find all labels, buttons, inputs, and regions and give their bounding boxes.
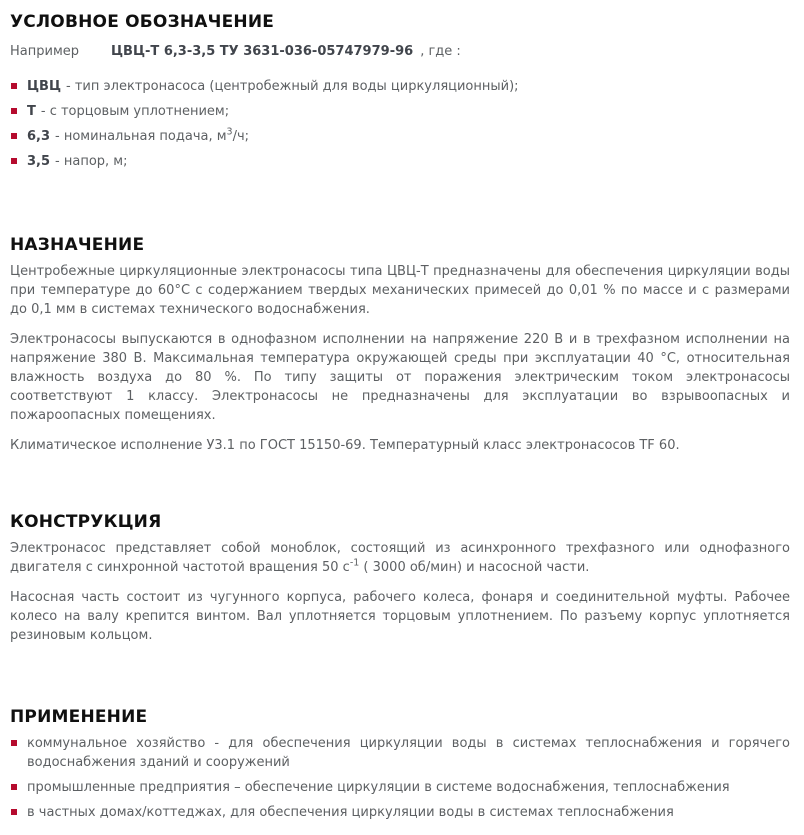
bullet-square-icon bbox=[11, 158, 17, 164]
list-item bbox=[10, 778, 790, 797]
bullet-square-icon bbox=[11, 809, 17, 815]
construction-paragraph: Насосная часть состоит из чугунного корпуса, рабочего колеса, фонаря и соединительной муфты. Рабочее колесо на валу крепится винтом. Вал уплотняется торцовым уплотнением. По разъему корпус уплотняется резиновым кольцом. bbox=[10, 590, 790, 643]
designation-term-description: - напор, м; bbox=[55, 154, 128, 169]
bullet-square-icon bbox=[11, 784, 17, 790]
designation-term-description: - с торцовым уплотнением; bbox=[40, 104, 230, 119]
designation-example-line bbox=[10, 42, 790, 61]
designation-title: УСЛОВНОЕ ОБОЗНАЧЕНИЕ bbox=[10, 12, 275, 32]
bullet-square-icon bbox=[11, 83, 17, 89]
application-title: ПРИМЕНЕНИЕ bbox=[10, 707, 148, 727]
designation-term: Т bbox=[27, 104, 36, 119]
description-text: /ч; bbox=[232, 129, 250, 144]
paragraph-text: ( 3000 об/мин) и насосной части. bbox=[359, 560, 590, 575]
list-item bbox=[10, 803, 790, 822]
bullet-square-icon bbox=[11, 740, 17, 746]
designation-term: 6,3 bbox=[27, 129, 51, 144]
designation-list bbox=[10, 77, 790, 171]
example-suffix: , где : bbox=[420, 44, 461, 59]
section-application bbox=[10, 707, 790, 822]
construction-title: КОНСТРУКЦИЯ bbox=[10, 512, 162, 532]
example-pump-code: ЦВЦ-Т 6,3-3,5 ТУ 3631-036-05747979-96 bbox=[111, 44, 414, 59]
section-designation bbox=[10, 12, 790, 171]
application-item-text: в частных домах/коттеджах, для обеспечения циркуляции воды в системах теплоснабжения bbox=[27, 805, 674, 820]
section-construction bbox=[10, 512, 790, 645]
purpose-paragraph: Центробежные циркуляционные электронасосы типа ЦВЦ-Т предназначены для обеспечения циркуляции воды при температуре до 60°С с содержанием твердых механических примесей до 0,01 % по массе и с размерами до 0,1 мм в системах технического водоснабжения. bbox=[10, 264, 790, 317]
purpose-title: НАЗНАЧЕНИЕ bbox=[10, 235, 145, 255]
purpose-paragraph: Электронасосы выпускаются в однофазном исполнении на напряжение 220 В и в трехфазном исполнении на напряжение 380 В. Максимальная температура окружающей среды при эксплуатации 40 °С, относительная влажность воздуха до 80 %. По типу защиты от поражения электрическим током электронасосы соответствуют 1 классу. Электронасосы не предназначены для эксплуатации во взрывоопасных и пожароопасных помещениях. bbox=[10, 332, 790, 423]
superscript: 3 bbox=[226, 126, 233, 138]
list-item bbox=[10, 734, 790, 772]
list-item bbox=[10, 102, 790, 121]
application-item-text: промышленные предприятия – обеспечение циркуляции в системе водоснабжения, теплоснабжения bbox=[27, 780, 730, 795]
designation-term: ЦВЦ bbox=[27, 79, 62, 94]
list-item bbox=[10, 127, 790, 146]
designation-term-description bbox=[55, 126, 250, 144]
bullet-square-icon bbox=[11, 133, 17, 139]
section-purpose bbox=[10, 235, 790, 455]
construction-paragraph bbox=[10, 539, 790, 577]
paragraph-text: Электронасос представляет собой моноблок, состоящий из асинхронного трехфазного или однофазного двигателя с синхронной частотой вращения 50 с bbox=[10, 541, 790, 575]
application-list bbox=[10, 734, 790, 822]
list-item bbox=[10, 152, 790, 171]
application-item-text: коммунальное хозяйство - для обеспечения циркуляции воды в системах теплоснабжения и горячего водоснабжения зданий и сооружений bbox=[27, 736, 790, 770]
designation-term-description: - тип электронасоса (центробежный для воды циркуляционный); bbox=[66, 79, 519, 94]
designation-term: 3,5 bbox=[27, 154, 51, 169]
superscript: -1 bbox=[349, 557, 360, 569]
bullet-square-icon bbox=[11, 108, 17, 114]
list-item bbox=[10, 77, 790, 96]
example-label: Например bbox=[10, 44, 79, 59]
purpose-paragraph: Климатическое исполнение У3.1 по ГОСТ 15150-69. Температурный класс электронасосов TF 60. bbox=[10, 438, 680, 453]
description-text: - номинальная подача, м bbox=[55, 129, 227, 144]
